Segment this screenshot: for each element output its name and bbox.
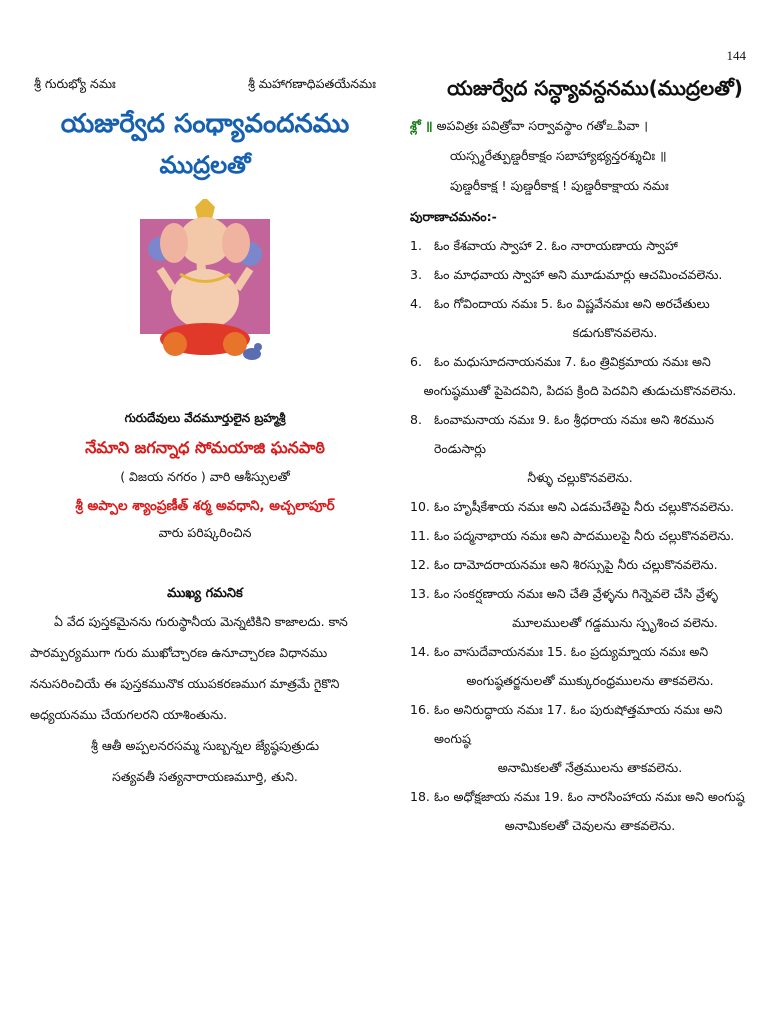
list-item <box>410 695 750 753</box>
teacher-line: గురుదేవులు వేదమూర్తులైన బ్రహ్మశ్రీ <box>124 411 286 425</box>
shloka-block <box>410 111 750 201</box>
list-item <box>410 347 750 376</box>
credit-line: సత్యవతీ సత్యనారాయణమూర్తి, తుని. <box>112 769 298 784</box>
item-number: 12. <box>410 557 430 572</box>
item-continuation: అంగుష్ఠతర్జనులతో ముక్కురంధ్రములను తాకవలెను. <box>466 673 714 688</box>
item-text: ఓం మాధవాయ స్వాహా అని మూడుమార్లు ఆచమించవలెను. <box>434 267 723 282</box>
left-column <box>30 76 380 792</box>
note-line: ఏ వేద పుస్తకమైనను గురుస్థానీయ మెన్నటికిని కాజాలదు. కాన <box>54 614 348 629</box>
credit-line: శ్రీ ఆతీ అప్పలనరసమ్మ సుబ్బన్నల జ్యేష్ఠపుత్రుడు <box>90 738 320 753</box>
item-number: 13. <box>410 586 430 601</box>
list-item <box>410 637 750 666</box>
item-number: 10. <box>410 499 430 514</box>
item-continuation: కడుగుకొనవలెను. <box>572 325 658 340</box>
book-title: యజుర్వేద సంధ్యావందనము <box>60 109 350 139</box>
blessing-line <box>30 469 380 488</box>
teacher-name: నేమాని జగన్నాధ సోమయాజి ఘనపాఠి <box>85 438 325 457</box>
item-number: 6. <box>410 354 422 369</box>
right-column <box>410 76 750 840</box>
list-item <box>410 405 750 463</box>
item-number: 11. <box>410 528 430 543</box>
item-text: ఓం హృషీకేశాయ నమః అని ఎడమచేతిపై నీరు చల్లుకొనవలెను. <box>434 499 735 514</box>
note-line: అధ్యయనము చేయగలరని యాశింతును. <box>30 707 228 722</box>
verse-line: యస్స్మరేత్పుణ్డరీకాక్షం సబాహ్యాభ్యన్తరశ్శుచిః ॥ <box>450 148 667 163</box>
book-subtitle: ముద్రలతో <box>159 151 251 179</box>
item-text: ఓం సంకర్షణాయ నమః అని చేతి వ్రేళ్ళను గిన్నెవలె చేసి వ్రేళ్ళ <box>434 586 719 601</box>
shloka-line <box>410 111 750 141</box>
item-number: 8. <box>410 412 422 427</box>
invocation-row <box>30 76 380 95</box>
list-item <box>410 231 750 260</box>
item-text: ఓం దామోదరాయనమః అని శిరస్సుపై నీరు చల్లుకొనవలెను. <box>434 557 718 572</box>
item-continuation: అంగుష్ఠముతో పైపెదవిని, పిదప క్రింది పెదవిని తుడుచుకొనవలెను. <box>423 383 737 398</box>
ganesha-illustration <box>30 199 380 369</box>
section-title: యజుర్వేద సన్ధ్యావన్దనము(ముద్రలతో) <box>447 76 743 100</box>
note-line: ననుసరించియే ఈ పుస్తకమునొక యుపకరణముగ మాత్రమే గైకొని <box>30 676 340 691</box>
note-paragraph <box>30 606 380 730</box>
item-continuation: అనామికలతో నేత్రములను తాకవలెను. <box>497 760 683 775</box>
list-item <box>410 492 750 521</box>
item-text: ఓంవామనాయ నమః 9. ఓం శ్రీధరాయ నమః అని శిరమున రెండుసార్లు <box>434 412 714 456</box>
item-text: ఓం కేశవాయ స్వాహా 2. ఓం నారాయణాయ స్వాహా <box>434 238 678 253</box>
list-item <box>410 521 750 550</box>
item-continuation: నీళ్ళు చల్లుకొనవలెను. <box>527 470 633 485</box>
note-line: పారమ్పర్యముగా గురు ముఖోచ్చారణ ఉనూచ్చారణ విధానము <box>30 645 328 660</box>
blessing-place: ( విజయ నగరం ) <box>120 469 206 484</box>
item-text: ఓం పద్మనాభాయ నమః అని పాదములపై నీరు చల్లుకొనవలెను. <box>434 528 735 543</box>
revised-line: వారు పరిష్కరించిన <box>158 525 252 540</box>
item-number: 14. <box>410 644 430 659</box>
item-continuation: అనామికలతో చెవులను తాకవలెను. <box>504 818 676 833</box>
purana-heading: పురాణాచమనం:- <box>410 209 497 224</box>
item-number: 1. <box>410 238 422 253</box>
list-item <box>410 260 750 289</box>
verse-text: అపవిత్రః పవిత్రోవా సర్వావస్థాం గతోஉపివా । <box>436 118 649 133</box>
item-number: 3. <box>410 267 422 282</box>
note-heading: ముఖ్య గమనిక <box>167 586 243 601</box>
item-text: ఓం అనిరుద్ధాయ నమః 17. ఓం పురుషోత్తమాయ నమః అని అంగుష్ఠ <box>434 702 723 746</box>
ganesha-icon <box>140 199 270 369</box>
invocation-guru: శ్రీ గురుభ్యో నమః <box>34 76 116 91</box>
item-text: ఓం మధుసూదనాయనమః 7. ఓం త్రివిక్రమాయ నమః అని <box>434 354 711 369</box>
item-continuation: మూలములతో గడ్డమును స్పృశించ వలెను. <box>512 615 718 630</box>
achamana-list <box>410 231 750 840</box>
item-text: ఓం గోవిందాయ నమః 5. ఓం విష్ణవేనమః అని అరచేతులు <box>434 296 710 311</box>
credit-block <box>30 730 380 792</box>
shloka-label: శ్లో ॥ <box>410 118 433 133</box>
list-item <box>410 579 750 608</box>
list-item <box>410 782 750 811</box>
invocation-ganapati: శ్రీ మహాగణాధిపతయేనమః <box>247 76 376 91</box>
item-number: 4. <box>410 296 422 311</box>
page-number: 144 <box>726 48 746 63</box>
verse-line: పుణ్డరీకాక్ష ! పుణ్డరీకాక్ష ! పుణ్డరీకాక్షాయ నమః <box>450 178 669 193</box>
item-text: ఓం అధోక్షజాయ నమః 19. ఓం నారసింహాయ నమః అని అంగుష్ఠ <box>434 789 745 804</box>
editor-name: శ్రీ అప్పాల శ్యాంప్రణీత్ శర్మ అవధాని, అచ్చలాపూర్ <box>75 498 335 514</box>
blessing-text: వారి ఆశీస్సులతో <box>209 469 290 484</box>
author-block <box>30 411 380 544</box>
item-number: 16. <box>410 702 430 717</box>
list-item <box>410 550 750 579</box>
item-number: 18. <box>410 789 430 804</box>
list-item <box>410 289 750 318</box>
item-text: ఓం వాసుదేవాయనమః 15. ఓం ప్రద్యుమ్నాయ నమః అని <box>434 644 709 659</box>
